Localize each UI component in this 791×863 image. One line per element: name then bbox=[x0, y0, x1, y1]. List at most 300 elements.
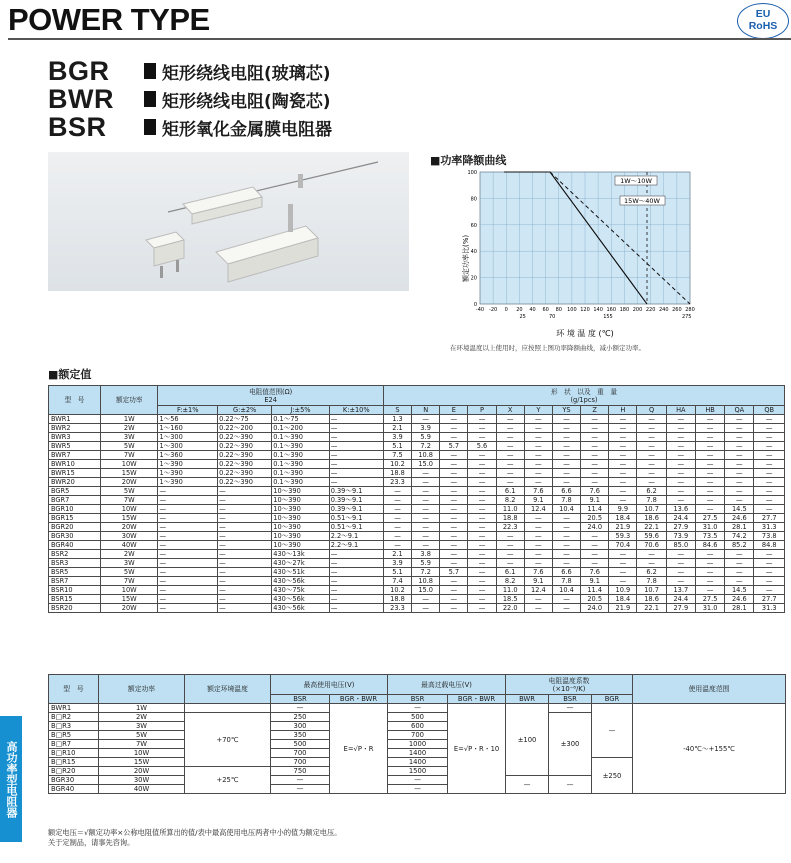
y-tick-label: 60 bbox=[470, 222, 477, 229]
table-cell: 14.5 bbox=[725, 505, 754, 514]
table-cell: — bbox=[524, 604, 552, 613]
table-cell: — bbox=[524, 442, 552, 451]
cell-model: BGR30 bbox=[49, 776, 99, 785]
th-shape-code: H bbox=[609, 406, 637, 415]
x-tick-label: 140 bbox=[593, 307, 603, 313]
table-cell: — bbox=[440, 559, 468, 568]
table-cell: — bbox=[637, 433, 666, 442]
table-cell: — bbox=[468, 604, 496, 613]
table-row bbox=[49, 559, 785, 568]
table-cell: 21.9 bbox=[609, 523, 637, 532]
table-cell: — bbox=[329, 460, 383, 469]
table-cell: BGR5 bbox=[49, 487, 101, 496]
cell-power: 1W bbox=[99, 704, 185, 713]
x-tick-label: 60 bbox=[542, 307, 549, 313]
table-cell: — bbox=[695, 460, 724, 469]
table-cell: — bbox=[524, 460, 552, 469]
table-cell: 10.4 bbox=[552, 505, 580, 514]
y-tick-label: 100 bbox=[467, 170, 477, 176]
table-cell: 10～390 bbox=[272, 514, 329, 523]
table-cell: 1.3 bbox=[383, 415, 411, 424]
table-cell: 430～75k bbox=[272, 586, 329, 595]
x-tick-label: 0 bbox=[504, 307, 508, 313]
table-cell: — bbox=[524, 550, 552, 559]
table-cell: 10～390 bbox=[272, 532, 329, 541]
table-cell: — bbox=[609, 478, 637, 487]
table-cell: — bbox=[637, 415, 666, 424]
y-axis-label: 额定功率比(%) bbox=[462, 234, 470, 282]
table-cell: — bbox=[468, 523, 496, 532]
table-cell: — bbox=[468, 586, 496, 595]
cell-power: 20W bbox=[99, 767, 185, 776]
x-sub-tick-label: 155 bbox=[603, 314, 613, 320]
table-cell: — bbox=[468, 541, 496, 550]
series-code: BWR bbox=[48, 83, 114, 114]
table-cell: 15.0 bbox=[412, 586, 440, 595]
title-rule bbox=[8, 38, 791, 40]
table-cell: — bbox=[496, 460, 524, 469]
table-cell: 13.6 bbox=[666, 505, 695, 514]
cell-tcr-bgr-dash: — bbox=[592, 704, 633, 758]
table-cell: 7.5 bbox=[383, 451, 411, 460]
table-cell: 21.9 bbox=[609, 604, 637, 613]
table-cell: 15W bbox=[101, 514, 158, 523]
table-cell: 3.9 bbox=[412, 424, 440, 433]
table-cell: 7.8 bbox=[552, 496, 580, 505]
table-cell: — bbox=[412, 415, 440, 424]
table-cell: 5W bbox=[101, 442, 158, 451]
table-cell: 84.8 bbox=[754, 541, 785, 550]
table-cell: — bbox=[329, 451, 383, 460]
table-cell: — bbox=[637, 424, 666, 433]
table-cell: — bbox=[552, 415, 580, 424]
series-code: BGR bbox=[48, 55, 110, 86]
table-cell: — bbox=[440, 604, 468, 613]
table-cell: 5.9 bbox=[412, 433, 440, 442]
table-cell: — bbox=[552, 424, 580, 433]
table-cell: — bbox=[754, 586, 785, 595]
x-axis-label: 环 境 温 度 (℃) bbox=[556, 329, 614, 338]
table-cell: — bbox=[412, 478, 440, 487]
th2-bsr-o: BSR bbox=[388, 695, 448, 704]
badge-eu: EU bbox=[755, 8, 771, 20]
table-cell: BWR2 bbox=[49, 424, 101, 433]
table-cell: — bbox=[609, 424, 637, 433]
table-cell: — bbox=[725, 496, 754, 505]
th-tolerance: J:±5% bbox=[272, 406, 329, 415]
table-row bbox=[49, 586, 785, 595]
table-cell: 7.2 bbox=[412, 442, 440, 451]
table-row bbox=[49, 469, 785, 478]
table-cell: — bbox=[468, 478, 496, 487]
table-cell: 24.0 bbox=[581, 523, 609, 532]
table-cell: 8.2 bbox=[496, 496, 524, 505]
table-cell: 6.2 bbox=[637, 487, 666, 496]
table-cell: 9.9 bbox=[609, 505, 637, 514]
cell-model: B□R15 bbox=[49, 758, 99, 767]
th-tolerance: K:±10% bbox=[329, 406, 383, 415]
table-cell: — bbox=[609, 433, 637, 442]
th-range: 电阻值范围(Ω) E24 bbox=[158, 386, 383, 406]
th2-bsr-t: BSR bbox=[549, 695, 592, 704]
table-cell: — bbox=[552, 604, 580, 613]
table-cell: — bbox=[666, 424, 695, 433]
table-cell: — bbox=[695, 505, 724, 514]
cell-maxv-bsr: — bbox=[271, 776, 330, 785]
table-cell: 430～56k bbox=[272, 595, 329, 604]
series-desc: 矩形绕线电阻(陶瓷芯) bbox=[162, 91, 331, 112]
table-cell: — bbox=[440, 424, 468, 433]
table-cell: — bbox=[666, 415, 695, 424]
table-cell: — bbox=[666, 433, 695, 442]
th-shape-code: E bbox=[440, 406, 468, 415]
table-cell: — bbox=[218, 595, 272, 604]
table-cell: 20W bbox=[101, 523, 158, 532]
table-cell: 0.39～9.1 bbox=[329, 496, 383, 505]
table-cell: — bbox=[496, 559, 524, 568]
table-cell: — bbox=[637, 442, 666, 451]
table-cell: 9.1 bbox=[524, 496, 552, 505]
cell-overv-bsr: — bbox=[388, 785, 448, 794]
table-cell: — bbox=[725, 487, 754, 496]
x-tick-label: 80 bbox=[555, 307, 562, 313]
table-cell: — bbox=[695, 586, 724, 595]
table-cell: — bbox=[609, 415, 637, 424]
x-tick-label: 100 bbox=[567, 307, 577, 313]
table-cell: 24.4 bbox=[666, 595, 695, 604]
cell-tcr-bsr: ±300 bbox=[549, 713, 592, 776]
table-cell: — bbox=[609, 487, 637, 496]
table-cell: — bbox=[412, 595, 440, 604]
cell-model: B□R3 bbox=[49, 722, 99, 731]
table-cell: — bbox=[383, 514, 411, 523]
th-shape-code: HA bbox=[666, 406, 695, 415]
derating-heading: ■功率降额曲线 bbox=[430, 154, 507, 167]
table-cell: — bbox=[468, 460, 496, 469]
table-cell: 8.2 bbox=[496, 577, 524, 586]
table-cell: — bbox=[158, 595, 218, 604]
table-cell: — bbox=[440, 586, 468, 595]
table-cell: — bbox=[754, 568, 785, 577]
table-cell: — bbox=[666, 496, 695, 505]
table-cell: 1～390 bbox=[158, 478, 218, 487]
table-cell: — bbox=[468, 505, 496, 514]
table-cell: 0.22～390 bbox=[218, 442, 272, 451]
table-cell: 74.2 bbox=[725, 532, 754, 541]
cell-power: 5W bbox=[99, 731, 185, 740]
table-cell: — bbox=[637, 559, 666, 568]
table-cell: — bbox=[329, 586, 383, 595]
table-cell: 1W bbox=[101, 415, 158, 424]
table-cell: — bbox=[637, 460, 666, 469]
table-cell: — bbox=[581, 478, 609, 487]
derating-chart bbox=[440, 164, 700, 344]
table-cell: — bbox=[496, 451, 524, 460]
table-cell: 7W bbox=[101, 577, 158, 586]
table-cell: — bbox=[754, 442, 785, 451]
table-cell: — bbox=[552, 469, 580, 478]
table-cell: 11.0 bbox=[496, 505, 524, 514]
table-row bbox=[49, 704, 786, 713]
table-cell: 6.1 bbox=[496, 568, 524, 577]
table-cell: 430～51k bbox=[272, 568, 329, 577]
table-cell: 3W bbox=[101, 559, 158, 568]
table-cell: — bbox=[725, 550, 754, 559]
table-cell: — bbox=[218, 577, 272, 586]
table-cell: 0.1～75 bbox=[272, 415, 329, 424]
table-cell: 0.51～9.1 bbox=[329, 514, 383, 523]
table-cell: 0.22～390 bbox=[218, 469, 272, 478]
table-cell: — bbox=[552, 442, 580, 451]
table-cell: — bbox=[440, 487, 468, 496]
table-cell: — bbox=[695, 469, 724, 478]
cell-model: BWR1 bbox=[49, 704, 99, 713]
table-cell: — bbox=[754, 415, 785, 424]
table-cell: 22.3 bbox=[496, 523, 524, 532]
table-cell: 0.39～9.1 bbox=[329, 505, 383, 514]
table-cell: BSR5 bbox=[49, 568, 101, 577]
table-cell: BSR20 bbox=[49, 604, 101, 613]
table-cell: 23.3 bbox=[383, 604, 411, 613]
table-cell: — bbox=[666, 577, 695, 586]
th2-bgrbwr: BGR・BWR bbox=[330, 695, 388, 704]
table-cell: — bbox=[496, 541, 524, 550]
cell-model: B□R2 bbox=[49, 713, 99, 722]
table-cell: — bbox=[524, 523, 552, 532]
badge-rohs: RoHS bbox=[748, 20, 778, 32]
table-cell: — bbox=[412, 514, 440, 523]
table-cell: 10.2 bbox=[383, 586, 411, 595]
table-cell: — bbox=[496, 415, 524, 424]
table-cell: 5.1 bbox=[383, 442, 411, 451]
table-cell: BWR5 bbox=[49, 442, 101, 451]
table-cell: — bbox=[666, 451, 695, 460]
resistor-illustration bbox=[48, 152, 409, 291]
table-cell: — bbox=[581, 550, 609, 559]
th-tolerance: G:±2% bbox=[218, 406, 272, 415]
table-cell: 0.1～390 bbox=[272, 460, 329, 469]
table-cell: — bbox=[496, 424, 524, 433]
table-cell: — bbox=[468, 487, 496, 496]
square-bullet-icon bbox=[144, 63, 156, 79]
table-cell: — bbox=[218, 559, 272, 568]
y-tick-label: 80 bbox=[470, 196, 477, 203]
x-tick-label: 220 bbox=[645, 307, 656, 313]
table-cell: — bbox=[329, 433, 383, 442]
table-cell: 84.6 bbox=[695, 541, 724, 550]
table-cell: — bbox=[158, 514, 218, 523]
table-row bbox=[49, 604, 785, 613]
legend-2: 15W～40W bbox=[624, 197, 660, 205]
table-cell: 10.7 bbox=[637, 505, 666, 514]
table-cell: — bbox=[329, 478, 383, 487]
table-cell: — bbox=[524, 559, 552, 568]
table-cell: 2W bbox=[101, 424, 158, 433]
table-cell: — bbox=[581, 532, 609, 541]
cell-power: 40W bbox=[99, 785, 185, 794]
cell-model: B□R10 bbox=[49, 749, 99, 758]
table-cell: — bbox=[440, 415, 468, 424]
table-cell: — bbox=[158, 604, 218, 613]
table-cell: — bbox=[524, 469, 552, 478]
cell-tcr-bwr-dash: — bbox=[506, 776, 549, 794]
table-cell: — bbox=[496, 469, 524, 478]
square-bullet-icon bbox=[144, 119, 156, 135]
table-cell: — bbox=[383, 496, 411, 505]
table-cell: — bbox=[412, 523, 440, 532]
th2-model: 型 号 bbox=[49, 675, 99, 704]
table-cell: — bbox=[440, 541, 468, 550]
x-sub-ticks bbox=[519, 314, 691, 320]
table-cell: 7W bbox=[101, 496, 158, 505]
table-cell: — bbox=[218, 532, 272, 541]
table-cell: — bbox=[412, 469, 440, 478]
table-cell: — bbox=[725, 568, 754, 577]
th-shape: 形 状 以及 重 量 (g/1pcs) bbox=[383, 386, 784, 406]
table-cell: 14.5 bbox=[725, 586, 754, 595]
table-cell: — bbox=[725, 415, 754, 424]
table-cell: — bbox=[218, 604, 272, 613]
characteristics-table bbox=[48, 674, 786, 794]
cell-overv-bsr: 500 bbox=[388, 713, 448, 722]
table-cell: 10.8 bbox=[412, 577, 440, 586]
table-cell: 27.5 bbox=[695, 595, 724, 604]
table-cell: — bbox=[218, 505, 272, 514]
table-cell: — bbox=[468, 550, 496, 559]
table-cell: 1～390 bbox=[158, 460, 218, 469]
cell-power: 7W bbox=[99, 740, 185, 749]
table-cell: — bbox=[158, 541, 218, 550]
cell-overv-bsr: 1000 bbox=[388, 740, 448, 749]
table-cell: 5.6 bbox=[468, 442, 496, 451]
table-cell: 10.4 bbox=[552, 586, 580, 595]
table-cell: — bbox=[468, 451, 496, 460]
table-cell: 0.1～390 bbox=[272, 442, 329, 451]
table-cell: — bbox=[412, 487, 440, 496]
table-cell: — bbox=[468, 559, 496, 568]
y-tick-label: 40 bbox=[470, 249, 477, 256]
x-sub-tick-label: 275 bbox=[681, 314, 692, 320]
cell-maxv-bsr: 350 bbox=[271, 731, 330, 740]
table-cell: 40W bbox=[101, 541, 158, 550]
table-cell: — bbox=[468, 433, 496, 442]
table-cell: 1～300 bbox=[158, 433, 218, 442]
table-cell: 73.5 bbox=[695, 532, 724, 541]
table-cell: 7.8 bbox=[552, 577, 580, 586]
table-cell: — bbox=[609, 460, 637, 469]
table-cell: — bbox=[581, 415, 609, 424]
table-cell: 10.2 bbox=[383, 460, 411, 469]
table-cell: — bbox=[725, 478, 754, 487]
th-shape-code: QB bbox=[754, 406, 785, 415]
table-cell: — bbox=[524, 541, 552, 550]
table-cell: 430～27k bbox=[272, 559, 329, 568]
cell-temp-range: -40℃～+155℃ bbox=[633, 704, 786, 794]
table-cell: 27.7 bbox=[754, 514, 785, 523]
table-cell: 18.4 bbox=[609, 514, 637, 523]
x-sub-tick-label: 70 bbox=[549, 314, 556, 320]
table-cell: — bbox=[383, 523, 411, 532]
table-cell: — bbox=[695, 550, 724, 559]
table-cell: — bbox=[754, 433, 785, 442]
table-cell: — bbox=[754, 496, 785, 505]
table-cell: 0.1～390 bbox=[272, 469, 329, 478]
table-cell: 0.22～390 bbox=[218, 478, 272, 487]
table-cell: BWR7 bbox=[49, 451, 101, 460]
table-cell: — bbox=[158, 577, 218, 586]
table-cell: 0.22～75 bbox=[218, 415, 272, 424]
table-cell: BGR30 bbox=[49, 532, 101, 541]
cell-amb-70: +70℃ bbox=[185, 713, 271, 767]
table-cell: 3W bbox=[101, 433, 158, 442]
table-cell: — bbox=[383, 487, 411, 496]
table-cell: — bbox=[412, 496, 440, 505]
table-cell: — bbox=[725, 577, 754, 586]
table-cell: 27.9 bbox=[666, 604, 695, 613]
table-cell: — bbox=[440, 469, 468, 478]
table-cell: — bbox=[218, 487, 272, 496]
cell-power: 10W bbox=[99, 749, 185, 758]
table-cell: 0.22～200 bbox=[218, 424, 272, 433]
table-cell: 31.0 bbox=[695, 604, 724, 613]
table-cell: — bbox=[329, 415, 383, 424]
table-cell: 7.2 bbox=[412, 568, 440, 577]
table-cell: 24.4 bbox=[666, 514, 695, 523]
table-row bbox=[49, 577, 785, 586]
table-cell: — bbox=[552, 550, 580, 559]
table-cell: 28.1 bbox=[725, 604, 754, 613]
cell-overv-bsr: 1400 bbox=[388, 758, 448, 767]
table-cell: 31.3 bbox=[754, 604, 785, 613]
table-cell: — bbox=[552, 514, 580, 523]
table-cell: 70.6 bbox=[637, 541, 666, 550]
table-row bbox=[49, 595, 785, 604]
table-cell: — bbox=[218, 541, 272, 550]
table-cell: 31.0 bbox=[695, 523, 724, 532]
cell-maxv-bsr: 700 bbox=[271, 758, 330, 767]
table-cell: — bbox=[524, 415, 552, 424]
table-cell: 73.8 bbox=[754, 532, 785, 541]
th2-maxv: 最高使用电压(V) bbox=[271, 675, 388, 695]
table-cell: — bbox=[329, 442, 383, 451]
cell-power: 15W bbox=[99, 758, 185, 767]
table-cell: 20W bbox=[101, 478, 158, 487]
cell-maxv-bsr: 500 bbox=[271, 740, 330, 749]
th2-bsr: BSR bbox=[271, 695, 330, 704]
table-row bbox=[49, 514, 785, 523]
table-cell: — bbox=[158, 496, 218, 505]
table-cell: BGR10 bbox=[49, 505, 101, 514]
table-cell: — bbox=[468, 424, 496, 433]
table-cell: 30W bbox=[101, 532, 158, 541]
table-cell: 85.0 bbox=[666, 541, 695, 550]
table-cell: — bbox=[637, 469, 666, 478]
table-cell: 10W bbox=[101, 505, 158, 514]
table-cell: 24.6 bbox=[725, 595, 754, 604]
table-cell: — bbox=[666, 550, 695, 559]
table-cell: — bbox=[581, 460, 609, 469]
table-cell: 430～13k bbox=[272, 550, 329, 559]
table-cell: — bbox=[383, 505, 411, 514]
table-cell: 2.2～9.1 bbox=[329, 532, 383, 541]
th2-power: 额定功率 bbox=[99, 675, 185, 704]
th-shape-code: Q bbox=[637, 406, 666, 415]
table-cell: — bbox=[158, 550, 218, 559]
table-cell: — bbox=[725, 469, 754, 478]
table-cell: — bbox=[609, 559, 637, 568]
th-shape-code: YS bbox=[552, 406, 580, 415]
table-cell: — bbox=[158, 586, 218, 595]
